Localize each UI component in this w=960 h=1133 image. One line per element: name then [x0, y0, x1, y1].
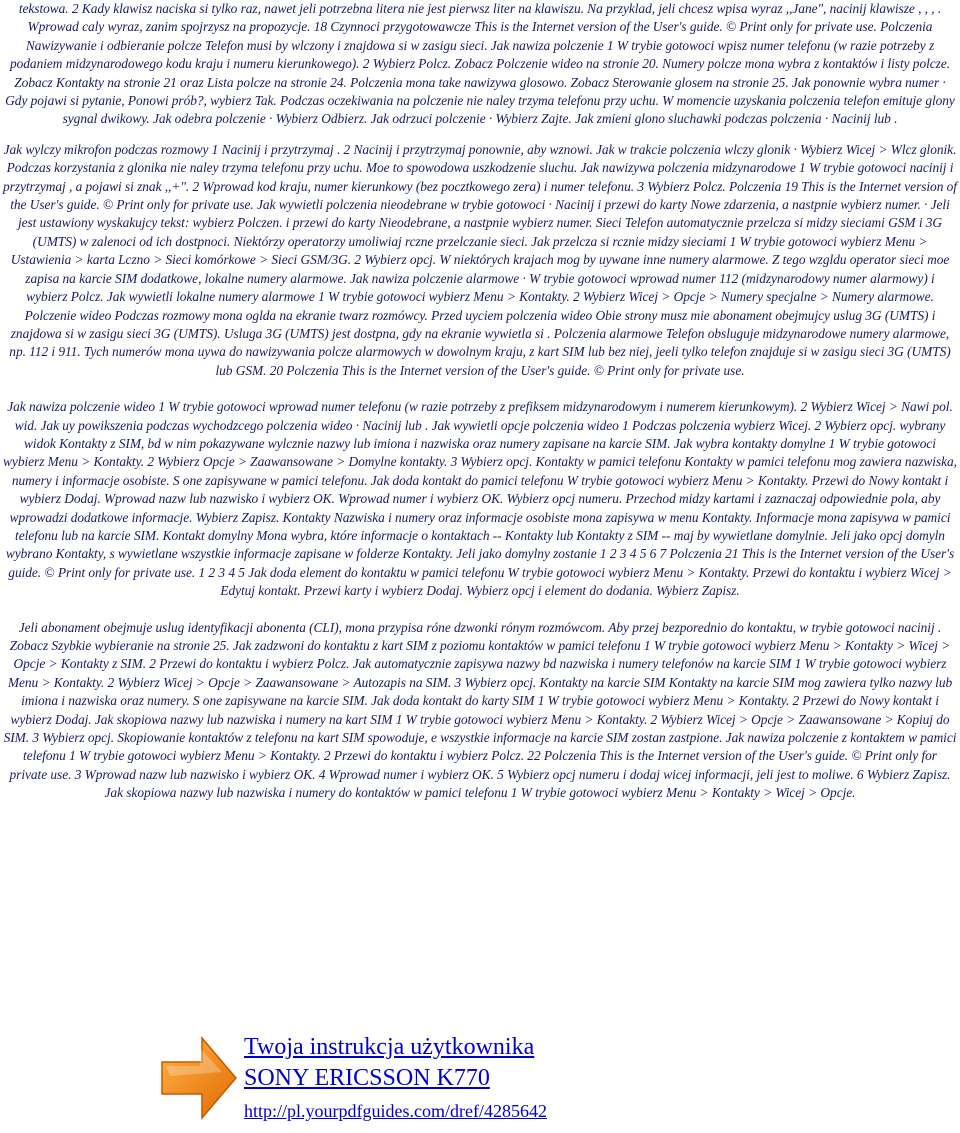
paragraph-block-2: Jak wylczy mikrofon podczas rozmowy 1 Nacinij i przytrzymaj . 2 Nacinij i przytrzymaj ponownie, aby wznowi. Jak w trakcie polczenia wlczy glonik · Wybierz Wicej > Wlcz glonik. Podczas korzystania z glonika nie naley trzyma telefonu przy uchu. Moe to spowodowa uszkodzenie sluchu. Jak nawizywa polczenia midzynarodowe 1 W trybie gotowoci nacinij i przytrzymaj , a pojawi si znak ,,+". 2 Wprowad kod kraju, numer kierunkowy (bez pocztkowego zera) i numer telefonu. 3 Wybierz Polcz. Polczenia 19 This is the Internet version of the User's guide. © Print only for private use. Jak wywietli polczenia nieodebrane w trybie gotowoci · Nacinij i przewi do karty Nowe zdarzenia, a nastpnie wybierz numer. · Jeli jest ustawiony wyskakujcy tekst: wybierz Polczen. i przewi do karty Nieodebrane, a nastpnie wybierz numer. Sieci Telefon automatycznie przelcza si midzy sieciami GSM i 3G (UMTS) w zalenoci od ich dostpnoci. Niektórzy operatorzy umoliwiaj rczne przelczanie sieci. Jak przelcza si rcznie midzy sieciami 1 W trybie gotowoci wybierz Menu > Ustawienia > karta Lczno > Sieci komórkowe > Sieci GSM/3G. 2 Wybierz opcj. W niektórych krajach mog by uywane inne numery alarmowe. Z tego wzgldu operator sieci moe zapisa na karcie SIM dodatkowe, lokalne numery alarmowe. Jak nawiza polczenie alarmowe · W trybie gotowoci wprowad numer 112 (midzynarodowy numer alarmowy) i wybierz Polcz. Jak wywietli lokalne numery alarmowe 1 W trybie gotowoci wybierz Menu > Kontakty. 2 Wybierz Wicej > Opcje > Numery specjalne > Numery alarmowe. Polczenie wideo Podczas rozmowy mona oglda na ekranie twarz rozmówcy. Przed uyciem polczenia wideo Obie strony musz mie abonament obejmujcy uslug 3G (UMTS) i znajdowa si w zasigu sieci 3G (UMTS). Usluga 3G (UMTS) jest dostpna, gdy na ekranie wywietla si . Polczenia alarmowe Telefon obsluguje midzynarodowe numery alarmowe, np. 112 i 911. Tych numerów mona uywa do nawizywania polcze alarmowych w dowolnym kraju, z kart SIM lub bez niej, jeeli tylko telefon znajduje si w zasigu sieci 3G (UMTS) lub GSM. 20 Polczenia This is the Internet version of the User's guide. © Print only for private use. [3, 141, 957, 378]
footer-banner [156, 1032, 756, 1130]
url-link[interactable]: http://pl.yourpdfguides.com/dref/4285642 [244, 1101, 547, 1121]
manual-title-link[interactable]: Twoja instrukcja użytkownika [244, 1034, 535, 1060]
paragraph-block-4: Jeli abonament obejmuje uslug identyfikacji abonenta (CLI), mona przypisa róne dzwonki rónym rozmówcom. Aby przej bezporednio do kontaktu, w trybie gotowoci nacinij . Zobacz Szybkie wybieranie na stronie 25. Jak zadzwoni do kontaktu z kart SIM z poziomu kontaktów w pamici telefonu 1 W trybie gotowoci wybierz Menu > Kontakty > Wicej > Opcje > Kontakty z SIM. 2 Przewi do kontaktu i wybierz Polcz. Jak automatycznie zapisywa nazwy bd nazwiska i numery telefonów na karcie SIM 1 W trybie gotowoci wybierz Menu > Kontakty. 2 Wybierz Wicej > Opcje > Zaawansowane > Autozapis na SIM. 3 Wybierz opcj. Kontakty na karcie SIM Kontakty na karcie SIM mog zawiera tylko nazwy lub imiona i nazwiska oraz numery. S one zapisywane na karcie SIM. Jak doda kontakt do karty SIM 1 W trybie gotowoci wybierz Menu > Kontakty. 2 Przewi do Nowy kontakt i wybierz Dodaj. Jak skopiowa nazwy lub nazwiska i numery na kart SIM 1 W trybie gotowoci wybierz Menu > Kontakty. 2 Wybierz Wicej > Opcje > Zaawansowane > Kopiuj do SIM. 3 Wybierz opcj. Skopiowanie kontaktów z telefonu na kart SIM spowoduje, e wszystkie informacje na karcie SIM zostan zastpione. Jak nawiza polczenie z kontaktem w pamici telefonu 1 W trybie gotowoci wybierz Menu > Kontakty. 2 Przewi do kontaktu i wybierz Polcz. 22 Polczenia This is the Internet version of the User's guide. © Print only for private use. 3 Wprowad nazw lub nazwisko i wybierz OK. 4 Wprowad numer i wybierz OK. 5 Wybierz opcj numeru i dodaj wicej informacji, jeli jest to moliwe. 6 Wybierz Zapisz. Jak skopiowa nazwy lub nazwiska i numery do kontaktów w pamici telefonu 1 W trybie gotowoci wybierz Menu > Kontakty > Wicej > Opcje. [3, 619, 957, 801]
paragraph-block-1: tekstowa. 2 Kady klawisz naciska si tylko raz, nawet jeli potrzebna litera nie jest pierwsz liter na klawiszu. Na przyklad, jeli chcesz wpisa wyraz ,,Jane", nacinij klawisze , , , . Wprowad caly wyraz, zanim spojrzysz na propozycje. 18 Czynnoci przygotowawcze This is the Internet version of the User's guide. © Print only for private use. Polczenia Nawizywanie i odbieranie polcze Telefon musi by wlczony i znajdowa si w zasigu sieci. Jak nawiza polczenie 1 W trybie gotowoci wpisz numer telefonu (w razie potrzeby z podaniem midzynarodowego kodu kraju i numeru kierunkowego). 2 Wybierz Polcz. Zobacz Polczenie wideo na stronie 20. Numery polcze mona wybra z kontaktów i listy polcze. Zobacz Kontakty na stronie 21 oraz Lista polcze na stronie 24. Polczenia mona take nawizywa glosowo. Zobacz Sterowanie glosem na stronie 25. Jak ponownie wybra numer · Gdy pojawi si pytanie, Ponowi prób?, wybierz Tak. Podczas oczekiwania na polczenie nie naley trzyma telefonu przy uchu. W momencie uzyskania polczenia telefon emituje glony sygnal dwikowy. Jak odebra polczenie · Wybierz Odbierz. Jak odrzuci polczenie · Wybierz Zajte. Jak zmieni glono sluchawki podczas polczenia · Nacinij lub . [5, 1, 955, 127]
orange-arrow-icon [156, 1032, 238, 1124]
paragraph-block-3: Jak nawiza polczenie wideo 1 W trybie gotowoci wprowad numer telefonu (w razie potrzeby z prefiksem midzynarodowym i numerem kierunkowym). 2 Wybierz Wicej > Nawi pol. wid. Jak uy powikszenia podczas wychodzcego polczenia wideo · Nacinij lub . Jak wywietli opcje polczenia wideo 1 Podczas polczenia wybierz Wicej. 2 Wybierz opcj. wybrany widok Kontakty z SIM, bd w nim pokazywane wylcznie nazwy lub imiona i nazwiska oraz numery zapisane na karcie SIM. Jak wybra kontakty domylne 1 W trybie gotowoci wybierz Menu > Kontakty. 2 Wybierz Opcje > Zaawansowane > Domylne kontakty. 3 Wybierz opcj. Kontakty w pamici telefonu Kontakty w pamici telefonu mog zawiera nazwiska, numery i informacje osobiste. S one zapisywane w pamici telefonu. Jak doda kontakt do pamici telefonu W trybie gotowoci wybierz Menu > Kontakty. Przewi do Nowy kontakt i wybierz Dodaj. Wprowad nazw lub nazwisko i wybierz OK. Wprowad numer i wybierz OK. Wybierz opcj numeru. Przechod midzy kartami i zaznaczaj odpowiednie pola, aby wprowadzi dodatkowe informacje. Wybierz Zapisz. Kontakty Nazwiska i numery oraz informacje osobiste mona zapisywa w menu Kontakty. Informacje mona zapisywa w pamici telefonu lub na karcie SIM. Kontakt domylny Mona wybra, które informacje o kontaktach -- Kontakty lub Kontakty z SIM -- maj by wywietlane domylnie. Jeli jako opcj domyln wybrano Kontakty, s wywietlane wszystkie informacje zapisane w folderze Kontakty. Jeli jako domylny zostanie 1 2 3 4 5 6 7 Polczenia 21 This is the Internet version of the User's guide. © Print only for private use. 1 2 3 4 5 Jak doda element do kontaktu w pamici telefonu W trybie gotowoci wybierz Menu > Kontakty. Przewi do kontaktu i wybierz Wicej > Edytuj kontakt. Przewi karty i wybierz Dodaj. Wybierz opcj i element do dodania. Wybierz Zapisz. [3, 399, 957, 599]
footer-links [244, 1032, 547, 1124]
model-link[interactable]: SONY ERICSSON K770 [244, 1065, 490, 1091]
